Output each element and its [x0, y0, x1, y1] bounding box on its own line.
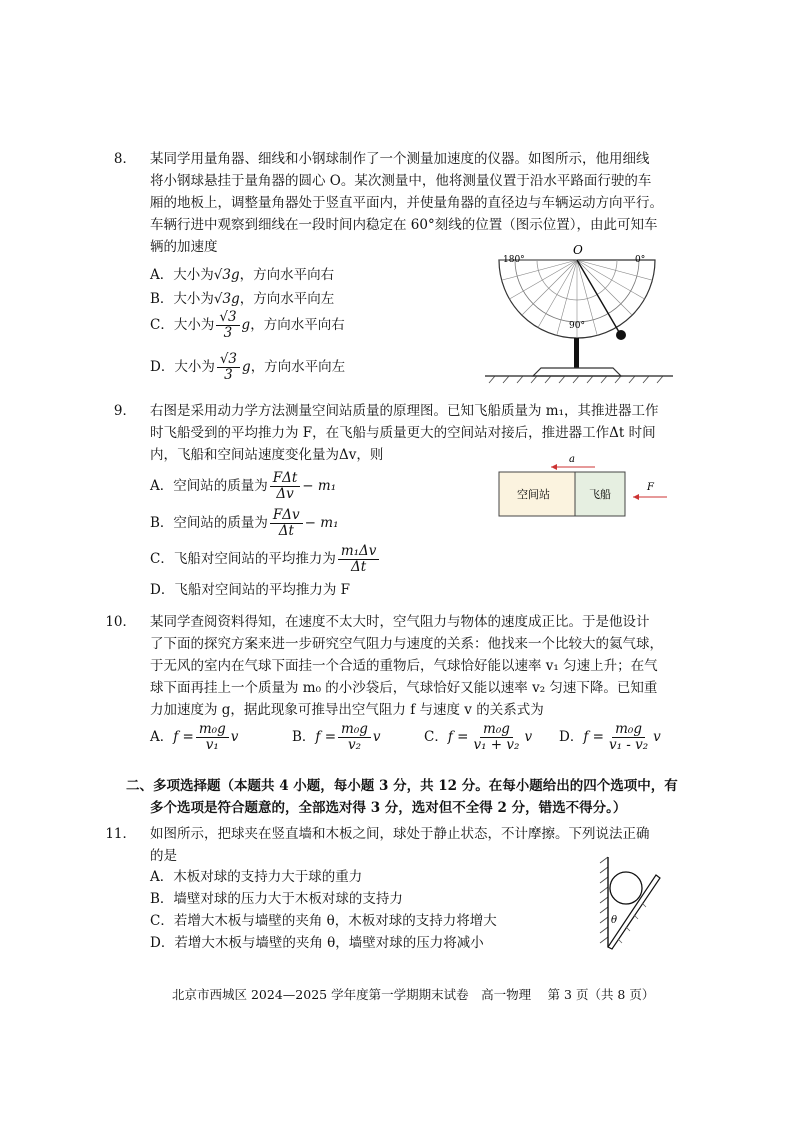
q8-line2: 将小钢球悬挂于量角器的圆心 O。某次测量中，他将测量仪置于沿水平路面行驶的车 — [150, 173, 652, 189]
q11-option-b: B．墙壁对球的压力大于木板对球的支持力 — [150, 891, 403, 907]
section2-heading-line2: 多个选项是符合题意的，全部选对得 3 分，选对但不全得 2 分，错选不得分。） — [150, 800, 627, 816]
q10-option-a: A．f = $\frac{\text{m₀g}}{\text{v₁}}$ v — [150, 721, 239, 753]
page-footer: 北京市西城区 2024—2025 学年度第一学期期末试卷 高一物理 第 3 页（共 8 页） — [172, 987, 655, 1002]
q10-line3: 于无风的室内在气球下面挂一个合适的重物后，气球恰好能以速率 v₁ 匀速上升；在气 — [150, 658, 658, 674]
q10-option-c: C．f = $\frac{\text{m₀g}}{\text{v₁ + v₂}}$ v — [424, 721, 533, 753]
q10-line4: 球下面再挂上一个质量为 m₀ 的小沙袋后，气球恰好又能以速率 v₂ 匀速下降。已知重 — [150, 680, 658, 696]
spaceship-label: 飞船 — [589, 488, 611, 501]
q10-line1: 某同学查阅资料得知，在速度不太大时，空气阻力与物体的速度成正比。于是他设计 — [150, 614, 650, 630]
q8-number: 8． — [113, 151, 136, 167]
floor-hatching — [489, 376, 663, 383]
protractor-center-o: O — [573, 243, 583, 257]
ball — [610, 872, 642, 904]
q8-line5: 辆的加速度 — [150, 239, 218, 255]
q8-option-a: A．大小为√3g，方向水平向右 — [150, 267, 335, 283]
q9-option-c: C．飞船对空间站的平均推力为 $\frac{\text{m₁Δv}}{\Delta t}$ — [150, 544, 381, 575]
space-station-label: 空间站 — [517, 488, 550, 501]
q8-line4: 车辆行进中观察到细线在一段时间内稳定在 60°刻线的位置（图示位置），由此可知车 — [150, 217, 658, 233]
q8-option-c: C．大小为 $\frac{√3}{3}$ g，方向水平向右 — [150, 309, 345, 341]
protractor-figure — [485, 242, 675, 387]
q10-option-d: D．f = $\frac{\text{m₀g}}{\text{v₁ - v₂}}$ v — [559, 721, 661, 753]
section2-heading-line1: 二、多项选择题（本题共 4 小题，每小题 3 分，共 12 分。在每小题给出的四个选项中，有 — [126, 778, 678, 794]
q9-line2: 时飞船受到的平均推力为 F，在飞船与质量更大的空间站对接后，推进器工作Δt 时间 — [150, 425, 656, 441]
wall-hatching — [600, 857, 608, 943]
q11-option-a: A．木板对球的支持力大于球的重力 — [150, 869, 363, 885]
q8-option-b: B．大小为√3g，方向水平向左 — [150, 291, 335, 307]
angle-theta-label: θ — [611, 915, 618, 926]
q11-number: 11． — [105, 826, 136, 842]
q10-line2: 了下面的探究方案来进一步研究空气阻力与速度的关系：他找来一个比较大的氦气球， — [150, 636, 663, 652]
q11-option-d: D．若增大木板与墙壁的夹角 θ，墙壁对球的压力将减小 — [150, 935, 484, 951]
protractor-label-180: 180° — [503, 255, 525, 265]
q10-option-b: B．f = $\frac{\text{m₀g}}{\text{v₂}}$ v — [292, 721, 381, 753]
q11-option-c: C．若增大木板与墙壁的夹角 θ，木板对球的支持力将增大 — [150, 913, 497, 929]
accel-arrow — [551, 464, 557, 470]
q8-line3: 厢的地板上，调整量角器处于竖直平面内，并使量角器的直径边与车辆运动方向平行。 — [150, 195, 663, 211]
q11-line1: 如图所示，把球夹在竖直墙和木板之间，球处于静止状态，不计摩擦。下列说法正确 — [150, 826, 650, 842]
docking-figure — [495, 450, 675, 520]
stand-base — [533, 368, 621, 376]
q9-option-b: B．空间站的质量为 $\frac{\text{FΔv}}{\Delta t}$ − m₁ — [150, 507, 339, 539]
q9-line1: 右图是采用动力学方法测量空间站质量的原理图。已知飞船质量为 m₁，其推进器工作 — [150, 403, 659, 419]
q8-option-d: D．大小为 $\frac{√3}{3}$ g，方向水平向左 — [150, 351, 346, 383]
q9-line3: 内，飞船和空间站速度变化量为Δv，则 — [150, 447, 384, 463]
q9-option-d: D．飞船对空间站的平均推力为 F — [150, 582, 350, 598]
q9-option-a: A．空间站的质量为 $\frac{\text{FΔt}}{\Delta v}$ − m₁ — [150, 470, 337, 502]
protractor-label-0: 0° — [635, 255, 646, 265]
stand-post — [574, 338, 579, 368]
force-label: F — [647, 482, 654, 493]
protractor-label-90: 90° — [569, 321, 585, 331]
force-arrow — [633, 494, 639, 500]
q11-line2: 的是 — [150, 848, 177, 864]
ball-wall-figure — [598, 855, 668, 951]
q8-line1: 某同学用量角器、细线和小钢球制作了一个测量加速度的仪器。如图所示，他用细线 — [150, 151, 650, 167]
q9-number: 9． — [113, 403, 136, 419]
steel-ball — [616, 330, 626, 340]
accel-label: a — [569, 454, 575, 465]
q10-number: 10． — [105, 614, 136, 630]
q10-line5: 力加速度为 g，据此现象可推导出空气阻力 f 与速度 v 的关系式为 — [150, 702, 544, 718]
